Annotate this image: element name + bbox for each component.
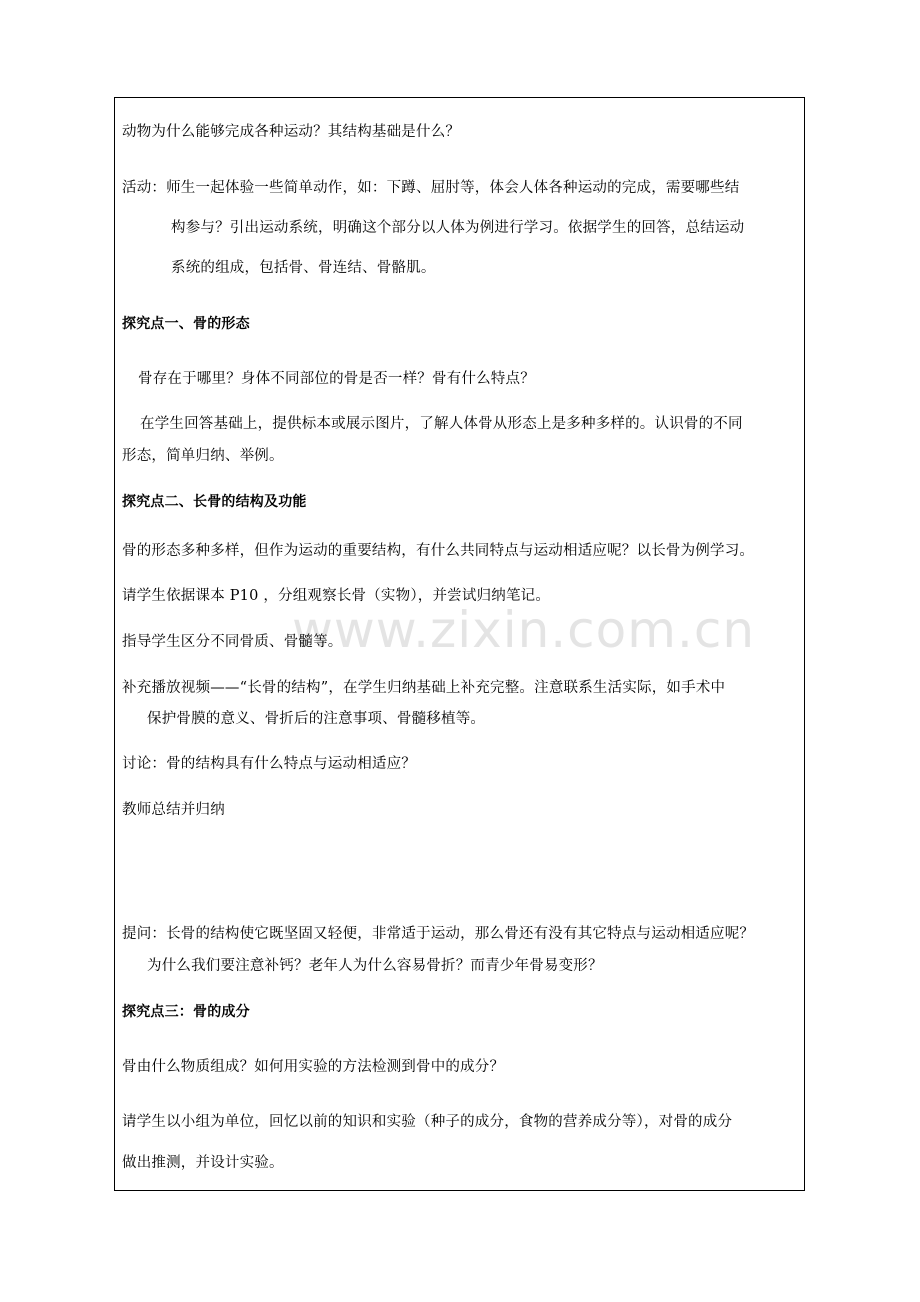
body-text-line: 请学生依据课本 P10 ，分组观察长骨（实物），并尝试归纳笔记。 xyxy=(122,588,551,604)
section-heading-2: 探究点二、长骨的结构及功能 xyxy=(122,494,307,510)
section-heading-3: 探究点三：骨的成分 xyxy=(122,1004,250,1020)
activity-text-line: 系统的组成，包括骨、骨连结、骨骼肌。 xyxy=(171,260,436,276)
question-text: 提问：长骨的结构使它既坚固又轻便，非常适于运动，那么骨还有没有其它特点与运动相适应呢？ xyxy=(122,926,755,942)
question-text: 骨存在于哪里？身体不同部位的骨是否一样？骨有什么特点？ xyxy=(138,371,535,387)
body-text-line: 补充播放视频——“长骨的结构”，在学生归纳基础上补充完整。注意联系生活实际，如手术中 xyxy=(122,680,726,696)
body-text-line: 指导学生区分不同骨质、骨髓等。 xyxy=(122,634,343,650)
activity-text-line: 活动：师生一起体验一些简单动作，如：下蹲、屈肘等，体会人体各种运动的完成，需要哪些结 xyxy=(122,180,740,196)
watermark-text: www.zixin.com.cn xyxy=(292,601,756,659)
body-text-line: 做出推测，并设计实验。 xyxy=(122,1155,284,1171)
body-text-line: 保护骨膜的意义、骨折后的注意事项、骨髓移植等。 xyxy=(147,711,486,727)
question-text: 为什么我们要注意补钙？老年人为什么容易骨折？而青少年骨易变形？ xyxy=(147,958,603,974)
body-text-line: 请学生以小组为单位，回忆以前的知识和实验（种子的成分，食物的营养成分等），对骨的成分 xyxy=(122,1114,733,1130)
body-text-line: 骨的形态多种多样，但作为运动的重要结构，有什么共同特点与运动相适应呢？以长骨为例学习。 xyxy=(122,543,755,559)
body-text-line: 形态，简单归纳、举例。 xyxy=(122,448,284,464)
body-text-line: 在学生回答基础上，提供标本或展示图片，了解人体骨从形态上是多种多样的。认识骨的不同 xyxy=(140,416,743,432)
body-text-line: 教师总结并归纳 xyxy=(122,802,225,818)
question-text: 动物为什么能够完成各种运动？其结构基础是什么？ xyxy=(122,124,461,140)
section-heading-1: 探究点一、骨的形态 xyxy=(122,316,250,332)
discussion-text: 讨论：骨的结构具有什么特点与运动相适应？ xyxy=(122,756,416,772)
activity-text-line: 构参与？引出运动系统，明确这个部分以人体为例进行学习。依据学生的回答，总结运动 xyxy=(171,220,745,236)
question-text: 骨由什么物质组成？如何用实验的方法检测到骨中的成分？ xyxy=(122,1059,505,1075)
